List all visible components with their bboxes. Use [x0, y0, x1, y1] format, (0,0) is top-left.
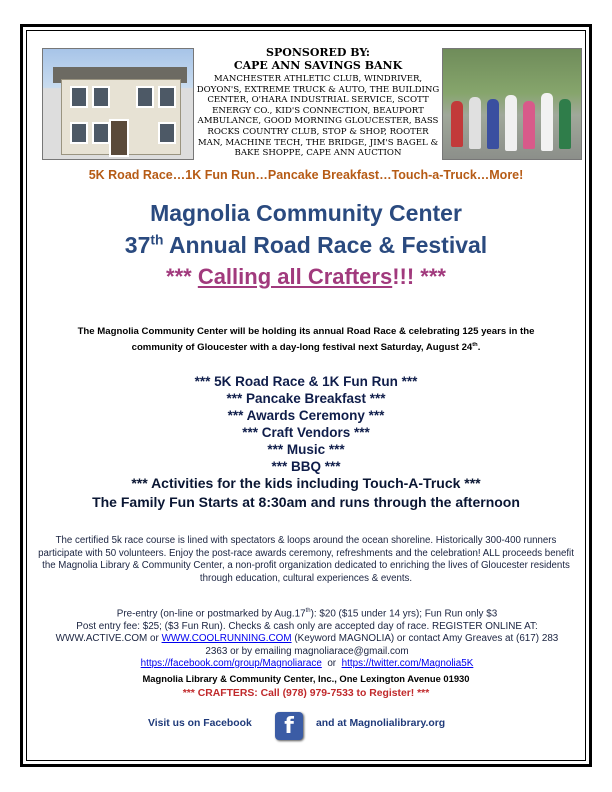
event-item: *** BBQ ***	[271, 459, 341, 474]
tagline: 5K Road Race…1K Fun Run…Pancake Breakfast…Touch-a-Truck…More!	[88, 168, 524, 182]
facebook-icon[interactable]: f	[275, 712, 303, 740]
coolrunning-link[interactable]: WWW.COOLRUNNING.COM	[161, 633, 292, 645]
event-item: *** Craft Vendors ***	[242, 425, 370, 440]
calling-crafters-heading: *** Calling all Crafters!!! ***	[166, 264, 446, 289]
runners-photo	[442, 48, 582, 160]
calling-crafters-text: Calling all Crafters	[197, 264, 393, 289]
event-item: *** Awards Ceremony ***	[227, 408, 385, 423]
library-website-text: and at Magnolialibrary.org	[316, 718, 446, 729]
event-item: *** Music ***	[267, 442, 345, 457]
house-door	[109, 119, 129, 157]
event-item-kids: *** Activities for the kids including Touch-A-Truck ***	[131, 475, 481, 491]
event-item: *** Pancake Breakfast ***	[226, 391, 386, 406]
community-center-photo	[42, 48, 194, 160]
start-time-line: The Family Fun Starts at 8:30am and runs through the afternoon	[92, 494, 520, 510]
twitter-link[interactable]: https://twitter.com/Magnolia5K	[341, 657, 474, 669]
title-line-1: Magnolia Community Center	[150, 200, 462, 226]
intro-paragraph: The Magnolia Community Center will be holding its annual Road Race & celebrating 125 years in the community of Gloucester with a day-long festival next Saturday, August 24th.	[77, 326, 535, 353]
description-paragraph: The certified 5k race course is lined with spectators & loops around the ocean shoreline. Historically 300-400 runners participate with 50 volunteers. Enjoy the post-race awards ceremony, refreshments and the celebration! ALL proceeds benefit the Magnolia Library & Community Center, a non-profit organization dedicated to enriching the lives of Gloucester residents through education, cultural experiences & events.	[38, 535, 574, 584]
sponsor-list: MANCHESTER ATHLETIC CLUB, WINDRIVER, DOYON'S, EXTREME TRUCK & AUTO, THE BUILDING CENTER, O'HARA INDUSTRIAL SERVICE, SCOTT ENERGY CO., KID'S CONNECTION, BEAUPORT AMBULANCE, GOOD MORNING GLOUCESTER, BASS ROCKS COUNTRY CLUB, STOP & SHOP, ROOTER MAN, MACHINE TECH, THE BRIDGE, JIM'S BAGEL & BAKE SHOPPE, CAPE ANN AUCTION	[196, 74, 440, 159]
sponsor-heading	[200, 46, 436, 72]
address-line: Magnolia Library & Community Center, Inc., One Lexington Avenue 01930	[142, 673, 470, 684]
visit-facebook-text: Visit us on Facebook	[148, 718, 252, 729]
crafters-register-line: *** CRAFTERS: Call (978) 979-7533 to Register! ***	[182, 688, 430, 699]
event-item: *** 5K Road Race & 1K Fun Run ***	[194, 374, 418, 389]
events-list	[30, 373, 582, 511]
sponsor-bank: CAPE ANN SAVINGS BANK	[233, 59, 403, 72]
sponsored-by-label: SPONSORED BY:	[266, 46, 370, 59]
title-line-2: 37th Annual Road Race & Festival	[124, 232, 488, 258]
pricing-paragraph: Pre-entry (on-line or postmarked by Aug.17th): $20 ($15 under 14 yrs); Fun Run only $3 Post entry fee: $25; ($3 Fun Run). Checks & cash only are accepted day of race. REGISTER ONLINE AT: WWW.ACTIVE.COM or WWW.COOLRUNNING.COM (Keyword MAGNOLIA) or contact Amy Greaves at (617) 283 2363 or by emailing magnoliarace@gmail.com https://facebook.com/group/Magnoliarace or https://twitter.com/Magnolia5K	[55, 608, 559, 669]
facebook-group-link[interactable]: https://facebook.com/group/Magnoliarace	[140, 657, 322, 669]
